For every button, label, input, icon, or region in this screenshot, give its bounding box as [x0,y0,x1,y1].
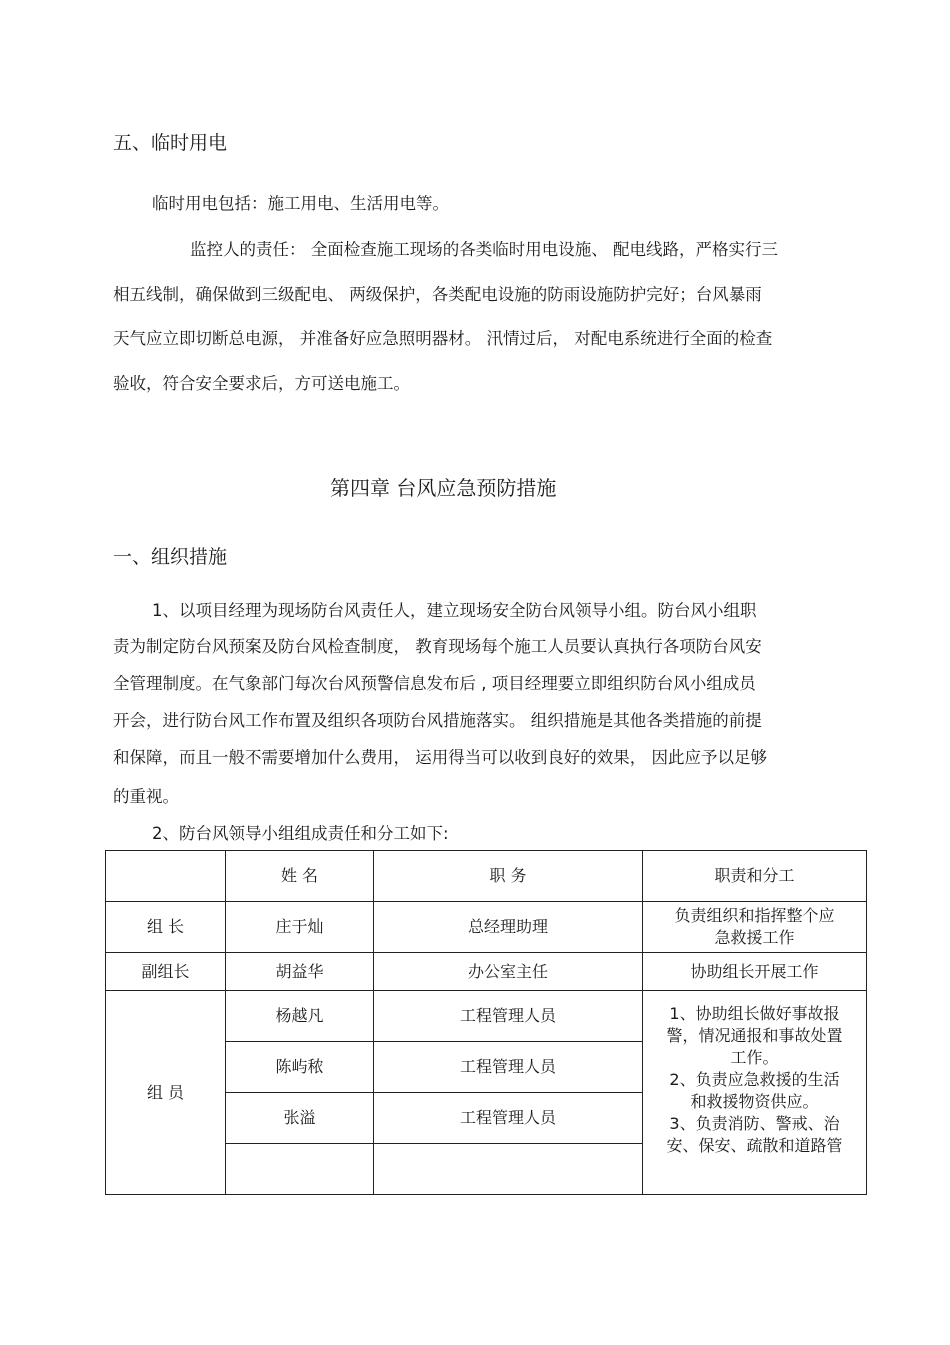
role-cell: 组 长 [106,902,226,953]
member-duty-text: 1、协助组长做好事故报 警，情况通报和事故处置 工作。 2、负责应急救援的生活 和救援物资供应。 3、负责消防、警戒、治 安、保安、疏散和道路管 [666,1004,843,1155]
chapter-title: 第四章 台风应急预防措施 [330,476,557,500]
role-cell: 组 员 [106,991,226,1195]
header-cell-position: 职 务 [374,851,643,902]
paragraph-line: 天气应立即切断总电源， 并准备好应急照明器材。 汛情过后， 对配电系统进行全面的检查 [113,329,773,348]
duty-cell: 协助组长开展工作 [643,953,867,991]
name-cell: 庄于灿 [226,902,374,953]
table-row-member [106,991,867,1042]
position-cell: 办公室主任 [374,953,643,991]
paragraph-line: 和保障，而且一般不需要增加什么费用， 运用得当可以收到良好的效果， 因此应予以足够 [113,748,767,767]
paragraph-table-intro: 2、防台风领导小组组成责任和分工如下: [152,824,449,843]
position-cell: 工程管理人员 [374,1042,643,1093]
table-header-row [106,851,867,902]
name-cell: 陈屿秾 [226,1042,374,1093]
table-row-deputy [106,953,867,991]
team-roles-table [105,850,867,1195]
section-heading-organization: 一、组织措施 [113,546,228,568]
role-cell: 副组长 [106,953,226,991]
position-cell: 工程管理人员 [374,991,643,1042]
paragraph-line: 开会，进行防台风工作布置及组织各项防台风措施落实。 组织措施是其他各类措施的前提 [113,711,762,730]
name-cell: 张溢 [226,1093,374,1144]
header-cell-empty [106,851,226,902]
name-cell [226,1144,374,1195]
section-heading-temporary-power: 五、临时用电 [113,132,228,154]
name-cell: 杨越凡 [226,991,374,1042]
paragraph-line: 验收，符合安全要求后，方可送电施工。 [113,374,410,393]
paragraph-power-scope: 临时用电包括：施工用电、生活用电等。 [152,194,449,213]
member-duty-cell [643,991,867,1195]
name-cell: 胡益华 [226,953,374,991]
position-cell: 总经理助理 [374,902,643,953]
paragraph-line: 1、以项目经理为现场防台风责任人，建立现场安全防台风领导小组。防台风小组职 [152,601,757,620]
paragraph-line: 的重视。 [113,787,179,806]
position-cell [374,1144,643,1195]
table-row-leader [106,902,867,953]
paragraph-line: 监控人的责任： 全面检查施工现场的各类临时用电设施、 配电线路，严格实行三 [190,240,778,259]
duty-cell: 负责组织和指挥整个应 急救援工作 [643,902,867,953]
paragraph-line: 相五线制，确保做到三级配电、 两级保护，各类配电设施的防雨设施防护完好；台风暴雨 [113,285,762,304]
position-cell: 工程管理人员 [374,1093,643,1144]
paragraph-line: 责为制定防台风预案及防台风检查制度， 教育现场每个施工人员要认真执行各项防台风安 [113,637,762,656]
paragraph-line: 全管理制度。在气象部门每次台风预警信息发布后 , 项目经理要立即组织防台风小组成员 [113,674,756,693]
header-cell-name: 姓 名 [226,851,374,902]
header-cell-duty: 职责和分工 [643,851,867,902]
